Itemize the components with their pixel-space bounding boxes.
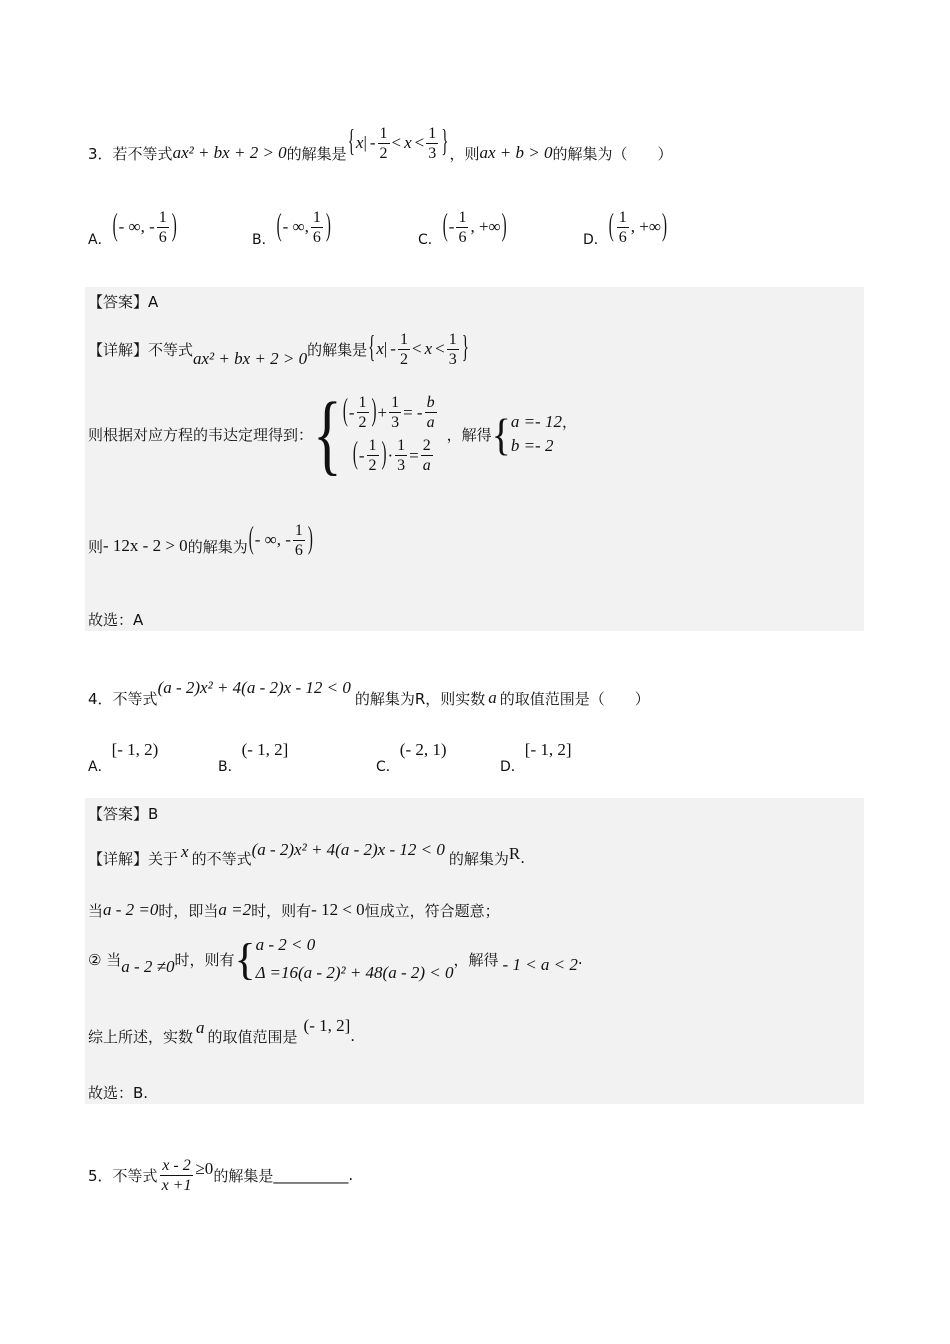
q3-answer: 【答案】A (88, 293, 159, 311)
q3-detail-line: 【详解】不等式 ax² + bx + 2 > 0 的解集是 { x | - $\frac{1}{2}$ < x < $\frac{1}{3}$ } (88, 330, 469, 368)
q4-conclusion: 故选：B. (88, 1084, 149, 1102)
q4-option-b[interactable]: B． (- 1, 2] (218, 740, 289, 775)
q5-fraction: $\frac{x - 2}{x +1}$ (161, 1156, 192, 1194)
q4-answer: 【答案】B (88, 805, 159, 823)
q4-summary-line: 综上所述，实数 a 的取值范围是 (- 1, 2] . (88, 1016, 356, 1046)
q3-option-c[interactable]: C． ( - $\frac{1}{6}$ , +∞ ) (418, 208, 507, 248)
q4-case2-line: ② 当 a - 2 ≠0 时，则有 { a - 2 < 0 Δ =16(a - 2)² + 48(a - 2) < 0 ，解得 - 1 < a < 2 . (88, 928, 583, 990)
q3-inequality-2: ax + b > 0 (479, 143, 553, 162)
q4-detail-line: 【详解】关于 x 的不等式 (a - 2)x² + 4(a - 2)x - 12 < 0 的解集为 R . (88, 840, 525, 868)
q3-stem-mid: 的解集是 (286, 144, 347, 163)
q4-option-c[interactable]: C． (- 2, 1) (376, 740, 447, 775)
q5-stem: 5． 不等式 $\frac{x - 2}{x +1}$ ≥0 的解集是 __________ . (88, 1156, 354, 1194)
q3-stem-post-2: 的解集为（ ） (552, 144, 673, 163)
q3-fraction-half: $\frac{1}{2}$ (379, 124, 388, 162)
q4-stem: 4． 不等式 (a - 2)x² + 4(a - 2)x - 12 < 0 的解集为R，则实数 a 的取值范围是（ ） (88, 678, 650, 708)
q3-vieta-line: 则根据对应方程的韦达定理得到： { ( - $\frac{1}{2}$ ) + $\frac{1}{3}$ = - $\frac{b}{a}$ ( - $\frac{1}{2}$ ) · $\frac{1}{3}$ = $\frac{2}{a}$ ，解得 { a =- 12， b =- 2 (88, 384, 577, 484)
q3-fraction-third: $\frac{1}{3}$ (428, 124, 437, 162)
q3-inequality: ax² + bx + 2 > 0 (172, 143, 287, 162)
q3-vieta-system: { ( - $\frac{1}{2}$ ) + $\frac{1}{3}$ = - $\frac{b}{a}$ ( - $\frac{1}{2}$ ) · $\frac{1}{3}$ = $\frac{2}{a}$ (313, 384, 435, 484)
q3-stem-post-1: ，则 (449, 144, 480, 163)
q3-number: 3． (88, 144, 113, 163)
q3-option-d[interactable]: D． ( $\frac{1}{6}$ , +∞ ) (583, 208, 667, 248)
q4-inequality: (a - 2)x² + 4(a - 2)x - 12 < 0 (157, 678, 351, 697)
q3-stem-pre: 若不等式 (112, 144, 173, 163)
q5-answer-blank[interactable]: __________ (273, 1166, 349, 1184)
q4-case2-system: { a - 2 < 0 Δ =16(a - 2)² + 48(a - 2) < 0 (234, 934, 454, 984)
q3-final-line: 则 - 12x - 2 > 0 的解集为 ( - ∞, - $\frac{1}{6}$ ) (88, 521, 313, 559)
q3-solution-set: { x | - $\frac{1}{2}$ < x < $\frac{1}{3}$ } (347, 124, 449, 162)
q3-conclusion: 故选：A (88, 611, 144, 629)
q4-option-d[interactable]: D． [- 1, 2] (500, 740, 572, 775)
q3-option-b[interactable]: B． ( - ∞, $\frac{1}{6}$ ) (252, 208, 331, 248)
q4-case1-line: 当 a - 2 =0 时，即当 a =2 时，则有 - 12 < 0 恒成立，符合题意； (88, 900, 500, 920)
q3-option-a[interactable]: A． ( - ∞, - $\frac{1}{6}$ ) (88, 208, 177, 248)
q4-option-a[interactable]: A． [- 1, 2) (88, 740, 159, 775)
q3-solution-system: { a =- 12， b =- 2 (491, 409, 577, 459)
q3-stem (88, 118, 672, 188)
